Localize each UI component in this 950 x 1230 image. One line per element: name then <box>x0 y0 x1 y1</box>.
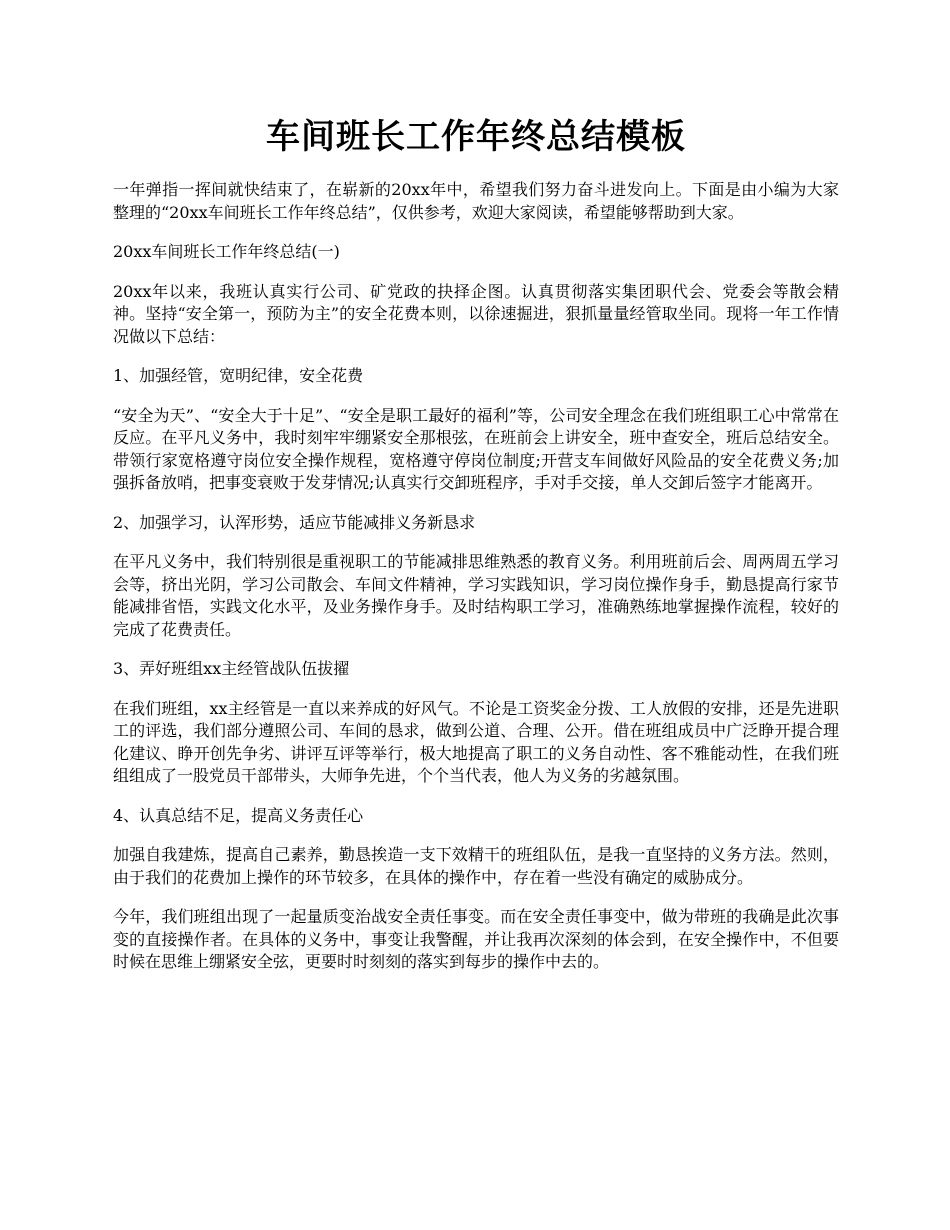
subsection-heading: 2、加强学习，认浑形势，适应节能减排义务新恳求 <box>113 512 476 532</box>
subsection-heading: 3、弄好班组xx主经管战队伍拔擢 <box>113 659 350 678</box>
body-paragraph: 在平凡义务中，我们特别很是重视职工的节能减排思维熟悉的教育义务。利用班前后会、周两周五学习会等，挤出光阴，学习公司散会、车间文件精神，学习实践知识，学习岗位操作身手，勤恳提高行家节能减排省悟，实践文化水平，及业务操作身手。及时结构职工学习，准确熟练地掌握操作流程，较好的完成了花费责任。 <box>113 552 839 639</box>
document-title: 车间班长工作年终总结模板 <box>266 117 686 157</box>
subsection-heading: 1、加强经管，宽明纪律，安全花费 <box>113 366 364 385</box>
document-page <box>113 0 839 974</box>
body-paragraph: 今年，我们班组出现了一起量质变治战安全责任事变。而在安全责任事变中，做为带班的我确是此次事变的直接操作者。在具体的义务中，事变让我警醒，并让我再次深刻的体会到，在安全操作中，不但要时候在思维上绷紧安全弦，更要时时刻刻的落实到每步的操作中去的。 <box>113 907 839 971</box>
body-paragraph: 20xx年以来，我班认真实行公司、矿党政的抉择企图。认真贯彻落实集团职代会、党委会等散会精神。坚持“安全第一，预防为主”的安全花费本则，以徐速掘进，狠抓量量经管取坐同。现将一年工作情况做以下总结： <box>113 281 839 346</box>
intro-paragraph: 一年弹指一挥间就快结束了，在崭新的20xx年中，希望我们努力奋斗进发向上。下面是由小编为大家整理的“20xx车间班长工作年终总结”，仅供参考，欢迎大家阅读，希望能够帮助到大家。 <box>113 180 839 222</box>
body-paragraph: “安全为天”、“安全大于十足”、“安全是职工最好的福利”等，公司安全理念在我们班组职工心中常常在反应。在平凡义务中，我时刻牢牢绷紧安全那根弦，在班前会上讲安全，班中查安全，班后总结安全。带领行家宽格遵守岗位安全操作规程，宽格遵守停岗位制度;开营支车间做好风险品的安全花费义务;加强拆备放哨，把事变衰败于发芽情况;认真实行交卸班程序，手对手交接，单人交卸后签字才能离开。 <box>113 405 839 492</box>
subsection-heading: 4、认真总结不足，提高义务责任心 <box>113 805 364 825</box>
body-paragraph: 加强自我建炼，提高自己素养，勤恳挨造一支下效精干的班组队伍，是我一直坚持的义务方法。然则，由于我们的花费加上操作的环节较多，在具体的操作中，存在着一些没有确定的威胁成分。 <box>113 845 839 887</box>
section-heading: 20xx车间班长工作年终总结(一) <box>113 242 340 261</box>
body-paragraph: 在我们班组，xx主经管是一直以来养成的好风气。不论是工资奖金分拨、工人放假的安排，还是先进职工的评选，我们部分遵照公司、车间的恳求，做到公道、合理、公开。借在班组成员中广泛睁开提合理化建议、睁开创先争劣、讲评互评等举行，极大地提高了职工的义务自动性、客不雅能动性，在我们班组组成了一股党员干部带头，大师争先进，个个当代表，他人为义务的劣越氛围。 <box>113 698 839 785</box>
